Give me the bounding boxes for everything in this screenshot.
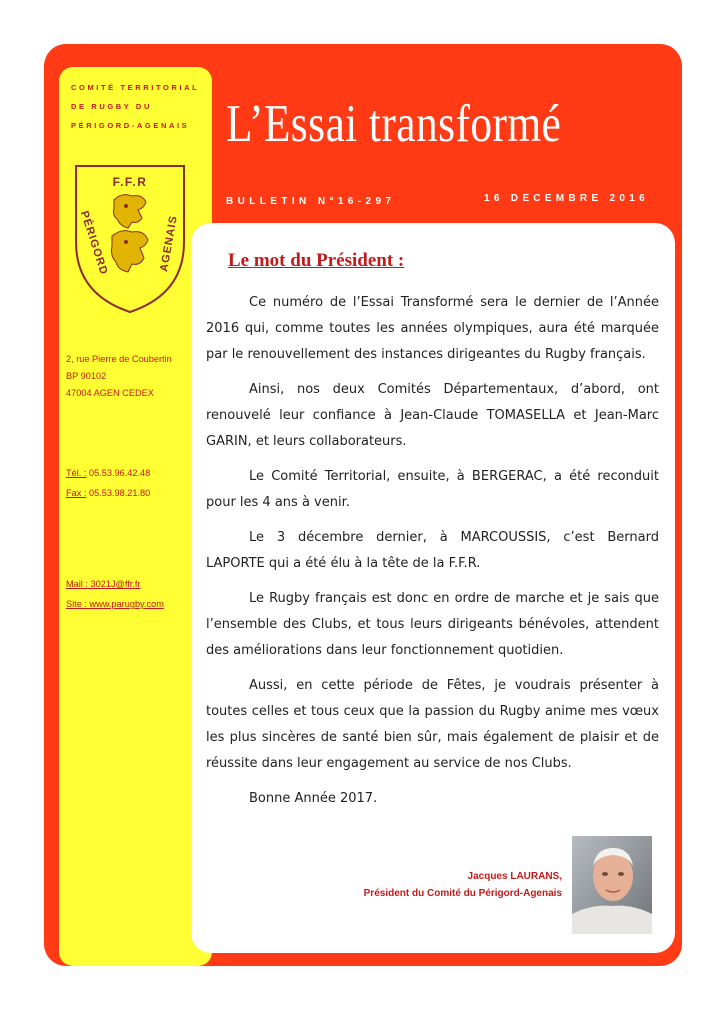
address-line: 47004 AGEN CEDEX [66,388,154,398]
mail-link[interactable]: 3021J@ffr.fr [87,579,141,589]
mail-line [66,574,164,594]
ffr-perigord-agenais-logo [66,144,194,320]
phone-number: 05.53.96.42.48 [86,468,151,478]
site-label: Site : [66,599,87,609]
phone-line [66,463,150,483]
org-line: PÉRIGORD-AGENAIS [71,121,190,130]
logo-perigord-text: PÉRIGORD [77,209,110,277]
article-heading: Le mot du Président : [228,250,405,271]
org-line: COMITÉ TERRITORIAL [71,83,200,92]
org-line: DE RUGBY DU [71,102,152,111]
site-link[interactable]: www.parugby.com [86,599,164,609]
phone-fax-block [66,463,150,503]
logo-agenais-text: AGENAIS [158,214,180,273]
address-line: 2, rue Pierre de Coubertin [66,354,172,364]
closing-greeting: Bonne Année 2017. [249,791,378,806]
bulletin-title: L’Essai transformé [226,95,562,153]
signature-title: Président du Comité du Périgord-Agenais [363,888,562,899]
bulletin-date: 16 DECEMBRE 2016 [484,193,649,204]
fax-line [66,483,150,503]
bulletin-number: BULLETIN N°16-297 [226,196,396,207]
president-photo [572,836,652,934]
site-line [66,594,164,614]
fax-label: Fax : [66,488,87,498]
paragraph: Le Comité Territorial, ensuite, à BERGERAC, a été reconduit pour les 4 ans à venir. [206,469,659,510]
address-line: BP 90102 [66,371,107,381]
signature-name: Jacques LAURANS, [467,871,562,882]
web-contact-block [66,574,164,614]
logo-ffr-text: F.F.R [112,175,148,189]
logo-lion-icon [112,195,149,272]
paragraph: Ainsi, nos deux Comités Départementaux, d’abord, ont renouvelé leur confiance à Jean-Claude TOMASELLA et Jean-Marc GARIN, et leurs collaborateurs. [206,382,659,449]
phone-label: Tél. : [66,468,87,478]
paragraph: Le 3 décembre dernier, à MARCOUSSIS, c’est Bernard LAPORTE qui a été élu à la tête de la F.F.R. [206,530,659,571]
fax-number: 05.53.98.21.80 [86,488,151,498]
postal-address [66,351,172,402]
paragraph: Ce numéro de l’Essai Transformé sera le dernier de l’Année 2016 qui, comme toutes les années olympiques, aura été marquée par le renouvellement des instances dirigeantes du Rugby français. [206,295,659,362]
mail-label: Mail : [66,579,88,589]
paragraph: Le Rugby français est donc en ordre de marche et je sais que l’ensemble des Clubs, et tous leurs dirigeants bénévoles, attendent des améliorations dans leur fonctionnement quotidien. [206,591,659,658]
article-body [206,290,659,821]
paragraph: Aussi, en cette période de Fêtes, je voudrais présenter à toutes celles et tous ceux que la passion du Rugby anime mes vœux les plus sincères de santé bien sûr, mais également de plaisir et de réussite dans leur engagement au service de nos Clubs. [206,678,659,771]
organization-name [71,78,211,135]
